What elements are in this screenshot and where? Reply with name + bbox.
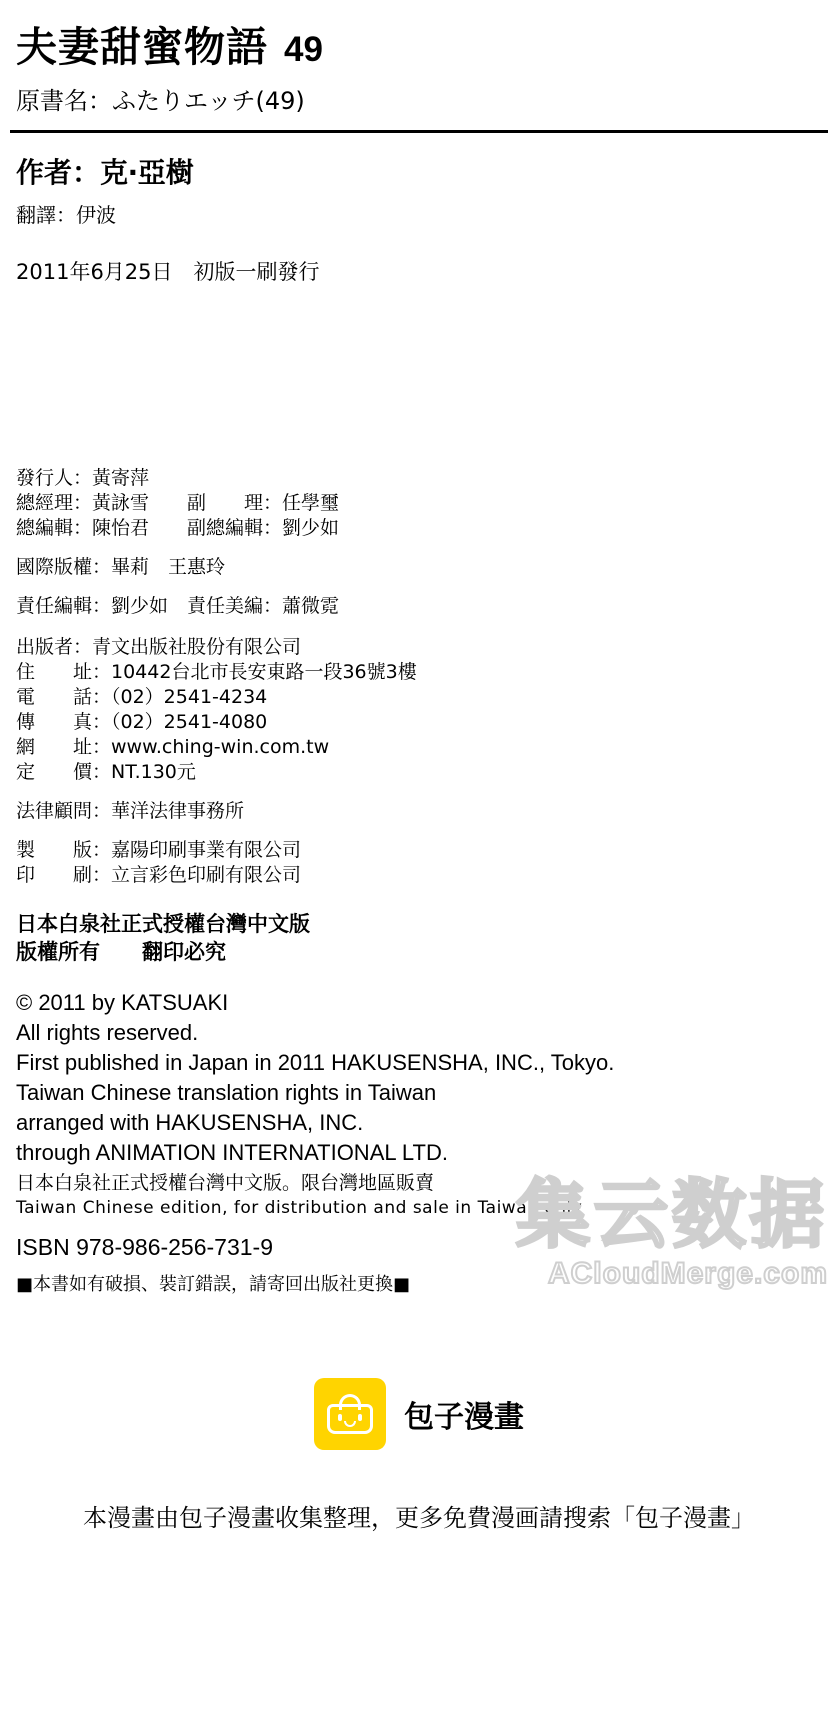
publisher-line: 傳 真：（02）2541-4080	[16, 711, 268, 733]
bun-glyph	[327, 1394, 373, 1434]
bun-body-shape	[327, 1404, 373, 1434]
copyright-line: All rights reserved.	[16, 1020, 199, 1045]
publisher-block	[8, 635, 830, 888]
publisher-line: 網 址：www.ching-win.com.tw	[16, 736, 330, 758]
staff-line: 總編輯：陳怡君 副總編輯：劉少如	[16, 517, 340, 539]
staff-line: 發行人：黃寄萍	[16, 467, 150, 489]
footer-brand-label: 包子漫畫	[404, 1400, 524, 1435]
author-line: 作者：克‧亞樹	[16, 156, 194, 189]
publisher-line: 印 刷：立言彩色印刷有限公司	[16, 864, 302, 886]
watermark-cn-text: 集云数据	[516, 1172, 828, 1258]
translator-line: 翻譯：伊波	[16, 203, 116, 227]
divider-rule	[10, 130, 828, 133]
staff-line: 總經理：黃詠雪 副 理：任學璽	[16, 492, 340, 514]
staff-block	[8, 466, 830, 619]
copyright-cn-line: 日本白泉社正式授權台灣中文版。限台灣地區販賣	[16, 1172, 435, 1194]
bun-logo-icon	[314, 1378, 386, 1450]
bun-left-eye	[338, 1414, 342, 1421]
copyright-block	[8, 988, 830, 1300]
original-title: 原書名：ふたりエッチ(49)	[16, 87, 305, 115]
volume-number: 49	[284, 30, 323, 69]
spacer	[16, 785, 830, 799]
copyright-line: © 2011 by KATSUAKI	[16, 990, 229, 1015]
staff-line: 國際版權：畢莉 王惠玲	[16, 556, 226, 578]
staff-line: 責任編輯：劉少如 責任美編：蕭微霓	[16, 595, 340, 617]
publisher-line: 定 價：NT.130元	[16, 761, 196, 783]
bun-right-eye	[358, 1414, 362, 1421]
license-line: 版權所有 翻印必究	[16, 940, 226, 964]
publish-date-line: 2011年6月25日 初版一刷發行	[16, 260, 320, 284]
publisher-line: 製 版：嘉陽印刷事業有限公司	[16, 839, 302, 861]
footer-note: 本漫畫由包子漫畫收集整理，更多免費漫画請搜索「包子漫畫」	[83, 1504, 755, 1532]
copyright-line: First published in Japan in 2011 HAKUSENSHA, INC., Tokyo.	[16, 1050, 615, 1075]
license-block	[8, 910, 830, 966]
publisher-line: 住 址：10442台北市長安東路一段36號3樓	[16, 661, 417, 683]
footer-logo-row	[8, 1378, 830, 1450]
copyright-line: Taiwan Chinese translation rights in Taiwan	[16, 1080, 437, 1105]
publisher-line: 法律顧問：華洋法律事務所	[16, 800, 245, 822]
damage-note-line: ■本書如有破損、裝訂錯誤，請寄回出版社更換■	[16, 1274, 411, 1295]
page-title: 夫妻甜蜜物語	[16, 23, 268, 71]
copyright-line: arranged with HAKUSENSHA, INC.	[16, 1110, 364, 1135]
license-line: 日本白泉社正式授權台灣中文版	[16, 912, 310, 936]
title-row	[8, 0, 830, 73]
publisher-line: 出版者：青文出版社股份有限公司	[16, 636, 302, 658]
copyright-line: through ANIMATION INTERNATIONAL LTD.	[16, 1140, 448, 1165]
isbn-line: ISBN 978-986-256-731-9	[16, 1234, 273, 1260]
copyright-en-small-line: Taiwan Chinese edition, for distribution and sale in Taiwan only	[16, 1198, 583, 1218]
spacer	[16, 580, 830, 594]
publisher-line: 電 話：（02）2541-4234	[16, 686, 268, 708]
spacer	[16, 541, 830, 555]
watermark-en-text: ACloudMerge.com	[547, 1257, 828, 1290]
spacer	[16, 824, 830, 838]
